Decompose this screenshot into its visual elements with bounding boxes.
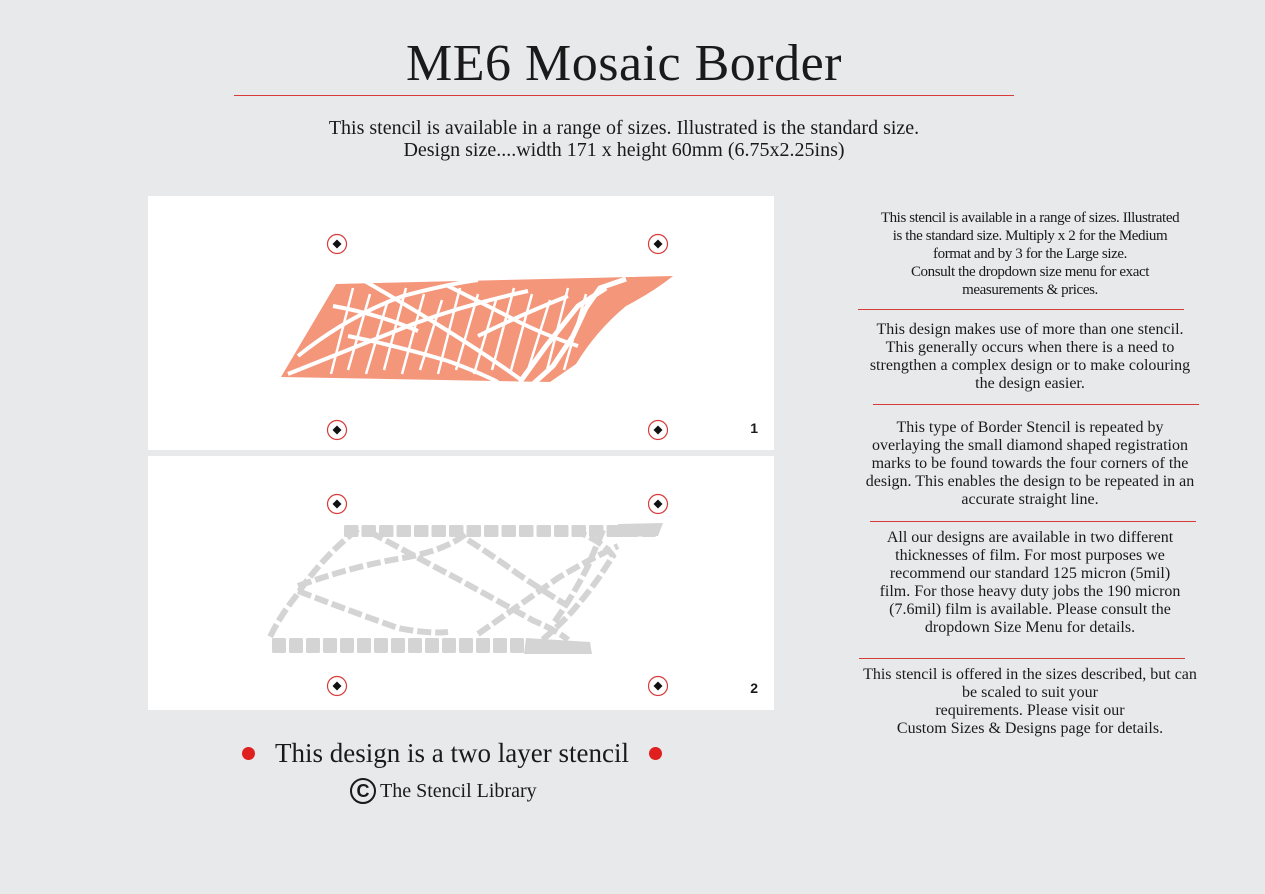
two-layer-text: This design is a two layer stencil [275, 737, 629, 768]
registration-mark-icon [328, 235, 347, 254]
mosaic-tile [524, 638, 592, 654]
mosaic-tile [502, 525, 517, 537]
info-divider [873, 404, 1199, 405]
mosaic-tile [357, 638, 371, 653]
info-line: design. This enables the design to be repeated in an [865, 473, 1195, 490]
mosaic-tile [554, 525, 569, 537]
layer-2-mosaic-strand [270, 529, 358, 637]
info-divider [858, 309, 1184, 310]
mosaic-tile [484, 525, 499, 537]
info-line: be scaled to suit your [962, 684, 1098, 701]
info-block-film [842, 529, 1218, 637]
mosaic-tile [618, 523, 663, 537]
subtitle-line-1: This stencil is available in a range of sizes. Illustrated is the standard size. [328, 117, 920, 139]
info-line: This generally occurs when there is a need to [885, 339, 1175, 356]
registration-mark-icon [328, 677, 347, 696]
info-line: (7.6mil) film is available. Please consult the [889, 601, 1171, 618]
info-line: marks to be found towards the four corners of the [871, 455, 1189, 472]
mosaic-tile [537, 525, 552, 537]
mosaic-tile [425, 638, 439, 653]
info-line: overlaying the small diamond shaped registration [872, 437, 1188, 454]
mosaic-tile [391, 638, 405, 653]
mosaic-tile [408, 638, 422, 653]
registration-mark-icon [649, 235, 668, 254]
copyright [350, 776, 537, 806]
registration-marks [328, 495, 668, 696]
registration-mark-icon [649, 677, 668, 696]
info-line: This design makes use of more than one stencil. [876, 321, 1184, 338]
registration-mark-icon [328, 495, 347, 514]
stencil-layer-1-panel [148, 196, 774, 450]
info-line: dropdown Size Menu for details. [924, 619, 1136, 636]
info-line: format and by 3 for the Large size. [933, 246, 1127, 262]
layer-2-mosaic-strand [298, 591, 448, 633]
info-line: strengthen a complex design or to make colouring [869, 357, 1191, 374]
two-layer-notice [222, 737, 682, 769]
info-line: Custom Sizes & Designs page for details. [896, 720, 1164, 737]
info-line: Consult the dropdown size menu for exact [910, 264, 1150, 280]
mosaic-tile [442, 638, 456, 653]
subtitle-line-2: Design size....width 171 x height 60mm (6.75x2.25ins) [403, 139, 845, 161]
mosaic-tile [519, 525, 534, 537]
red-bullet-icon [649, 747, 662, 760]
info-line: All our designs are available in two different [886, 529, 1174, 546]
info-divider [859, 658, 1185, 659]
info-line: film. For those heavy duty jobs the 190 micron [879, 583, 1181, 600]
title-underline [234, 95, 1014, 96]
info-line: accurate straight line. [961, 491, 1099, 508]
info-line: This type of Border Stencil is repeated by [896, 419, 1164, 436]
layer-number: 2 [750, 680, 758, 696]
layer-1-artwork [148, 196, 774, 450]
info-line: requirements. Please visit our [935, 702, 1125, 719]
registration-mark-icon [328, 421, 347, 440]
mosaic-tile [272, 638, 286, 653]
red-bullet-icon [242, 747, 255, 760]
mosaic-tile [340, 638, 354, 653]
mosaic-tile [374, 638, 388, 653]
info-block-custom-sizes [842, 666, 1218, 738]
info-block-repeat [842, 419, 1218, 509]
layer-2-artwork [148, 456, 774, 710]
info-line: This stencil is offered in the sizes described, but can [863, 666, 1197, 683]
mosaic-tile [289, 638, 303, 653]
copyright-icon: C [350, 778, 376, 804]
info-line: thicknesses of film. For most purposes we [895, 547, 1165, 564]
copyright-text: The Stencil Library [380, 779, 537, 802]
subtitle [234, 117, 1014, 161]
info-line: recommend our standard 125 micron (5mil) [889, 565, 1171, 582]
info-divider [870, 521, 1196, 522]
info-line: the design easier. [975, 375, 1085, 392]
mosaic-tile [306, 638, 320, 653]
mosaic-tile [459, 638, 473, 653]
mosaic-tile [476, 638, 490, 653]
mosaic-tile [323, 638, 337, 653]
info-line: This stencil is available in a range of sizes. Illustrated [880, 210, 1180, 226]
info-line: is the standard size. Multiply x 2 for the Medium [892, 228, 1168, 244]
info-line: measurements & prices. [962, 282, 1098, 298]
registration-mark-icon [649, 495, 668, 514]
mosaic-tile [414, 525, 429, 537]
mosaic-tile [432, 525, 447, 537]
mosaic-tile [397, 525, 412, 537]
mosaic-tile [493, 638, 507, 653]
info-block-sizes [842, 209, 1218, 299]
layer-number: 1 [750, 420, 758, 436]
mosaic-tile [510, 638, 524, 653]
info-block-multi-stencil [842, 321, 1218, 393]
stencil-layer-2-panel [148, 456, 774, 710]
mosaic-tile [467, 525, 482, 537]
page-title: ME6 Mosaic Border [406, 35, 842, 92]
registration-mark-icon [649, 421, 668, 440]
